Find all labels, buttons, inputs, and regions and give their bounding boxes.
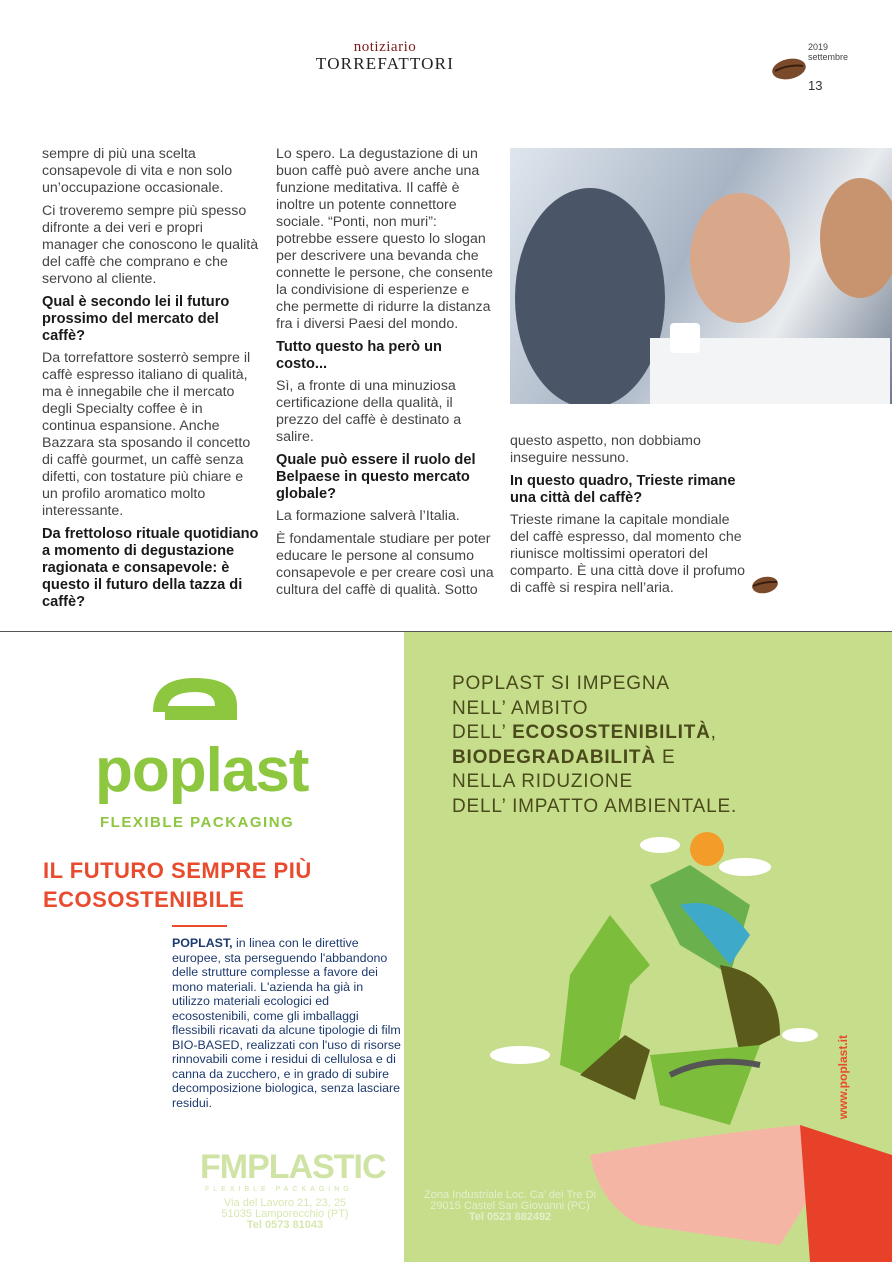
year: 2019 (808, 42, 829, 52)
paragraph: Lo spero. La degustazione di un buon caffè può avere anche una funzione meditativa. Il caffè è inoltre un potente connettore sociale. “Ponti, non muri”: potrebbe essere questo lo slogan per descrivere una bevanda che connette le persone, che consente la condivisione di esperienze e che permette di ridurre la distanza fra i diversi Paesi del mondo. (276, 146, 493, 332)
heading-line: POPLAST SI IMPEGNA (452, 673, 670, 694)
addr-line: Zona Industriale Loc. Ca’ dei Tre Di (423, 1189, 596, 1201)
coffee-bean-icon (770, 56, 808, 82)
ad-body (172, 936, 402, 1110)
question-heading: In questo quadro, Trieste rimane una città del caffè? (510, 473, 736, 506)
article-photo (510, 148, 892, 404)
recycle-illustration (480, 825, 820, 1125)
heading-bold: BIODEGRADABILITÀ (452, 746, 656, 768)
heading-line: NELLA RIDUZIONE (452, 771, 633, 792)
heading-part: DELL’ (452, 722, 513, 743)
article-column-2 (276, 146, 494, 605)
paragraph: La formazione salverà l’Italia. (276, 508, 460, 524)
fmplastic-logo: FMPLASTIC (200, 1148, 386, 1186)
paragraph: Da torrefattore sosterrò sempre il caffè espresso italiano di qualità, ma è innegabile che il mercato degli Specialty coffee è in continua espansione. Anche Bazzara sta sposando il concetto di caffè gourmet, un caffè senza difetti, con tostature più chiare e un profilo aromatico molto interessante. (42, 350, 251, 519)
hand-illustration (580, 1115, 892, 1262)
paragraph: Trieste rimane la capitale mondiale del caffè espresso, dal momento che riunisce moltissimi operatori del comparto. È una città dove il profumo di caffè si respira nell’aria. (510, 512, 746, 596)
coffee-bean-end-icon (750, 574, 780, 596)
fmplastic-address (205, 1198, 365, 1231)
paragraph: È fondamentale studiare per poter educare le persone al consumo consapevole e per creare così una cultura del caffè di qualità. Sotto (276, 531, 494, 598)
website-link[interactable]: www.poplast.it (836, 1035, 850, 1120)
masthead-top: notiziario (353, 39, 417, 55)
heading-line: NELL’ AMBITO (452, 697, 589, 719)
question-heading: Qual è secondo lei il futuro prossimo del mercato del caffè? (42, 294, 230, 344)
tel: Tel 0573 81043 (246, 1219, 324, 1231)
paragraph: questo aspetto, non dobbiamo inseguire nessuno. (510, 433, 701, 466)
fmplastic-logo-sub: FLEXIBLE PACKAGING (205, 1186, 353, 1193)
question-heading: Quale può essere il ruolo del Belpaese in questo mercato globale? (276, 452, 476, 502)
month: settembre (808, 52, 849, 62)
accent-line (172, 925, 227, 927)
masthead (300, 40, 470, 72)
poplast-address (410, 1190, 610, 1223)
body-text: in linea con le direttive europee, sta perseguendo l'abbandono delle strutture complesse a favore dei mono materiali. L'azienda ha già in utilizzo materiali ecologici ed ecosostenibili, come gli imballaggi flessibili ricavati da alcune tipologie di film BIO-BASED, realizzati con l'uso di risorse rinnovabili come i residui di cellulosa e di canna da zucchero, e in grado di subire decomposizione biologica, senza lasciare residui. (172, 936, 401, 1110)
paragraph: Sì, a fronte di una minuziosa certificazione della qualità, il prezzo del caffè è destinato a salire. (276, 378, 462, 445)
paragraph: Ci troveremo sempre più spesso difronte a dei veri e propri manager che conoscono le qualità del caffè che comprano e che servono al cliente. (42, 203, 259, 287)
heading-part: , (710, 722, 717, 743)
addr-line: Via del Lavoro 21, 23, 25 (223, 1197, 347, 1209)
paragraph: sempre di più una scelta consapevole di vita e non solo un’occupazione occasionale. (42, 146, 233, 196)
headline-line: ECOSOSTENIBILE (43, 887, 245, 912)
poplast-logo-sub: FLEXIBLE PACKAGING (100, 814, 295, 831)
question-heading: Da frettoloso rituale quotidiano a momento di degustazione ragionata e consapevole: è questo il futuro della tazza di caffè? (42, 526, 259, 610)
issue-date (808, 42, 848, 62)
page-number: 13 (808, 78, 823, 93)
ad-headline (43, 856, 312, 914)
tel: Tel 0523 882492 (468, 1211, 552, 1223)
heading-bold: ECOSOSTENIBILITÀ (512, 722, 711, 743)
addr-line: 29015 Castel San Giovanni (PC) (430, 1200, 590, 1212)
masthead-bottom: TORREFATTORI (315, 54, 455, 73)
addr-line: 51035 Lamporecchio (PT) (221, 1208, 349, 1220)
heading-part: E (655, 746, 676, 768)
poplast-logo-mark-icon (145, 672, 245, 734)
heading-line: DELL’ IMPATTO AMBIENTALE. (452, 795, 738, 817)
right-heading (452, 672, 737, 819)
article-column-3 (510, 433, 750, 603)
article-column-1 (42, 146, 260, 616)
body-bold: POPLAST, (172, 936, 233, 950)
headline-line: IL FUTURO SEMPRE PIÙ (43, 858, 312, 883)
question-heading: Tutto questo ha però un costo... (276, 339, 442, 372)
poplast-logo: poplast (95, 736, 309, 805)
